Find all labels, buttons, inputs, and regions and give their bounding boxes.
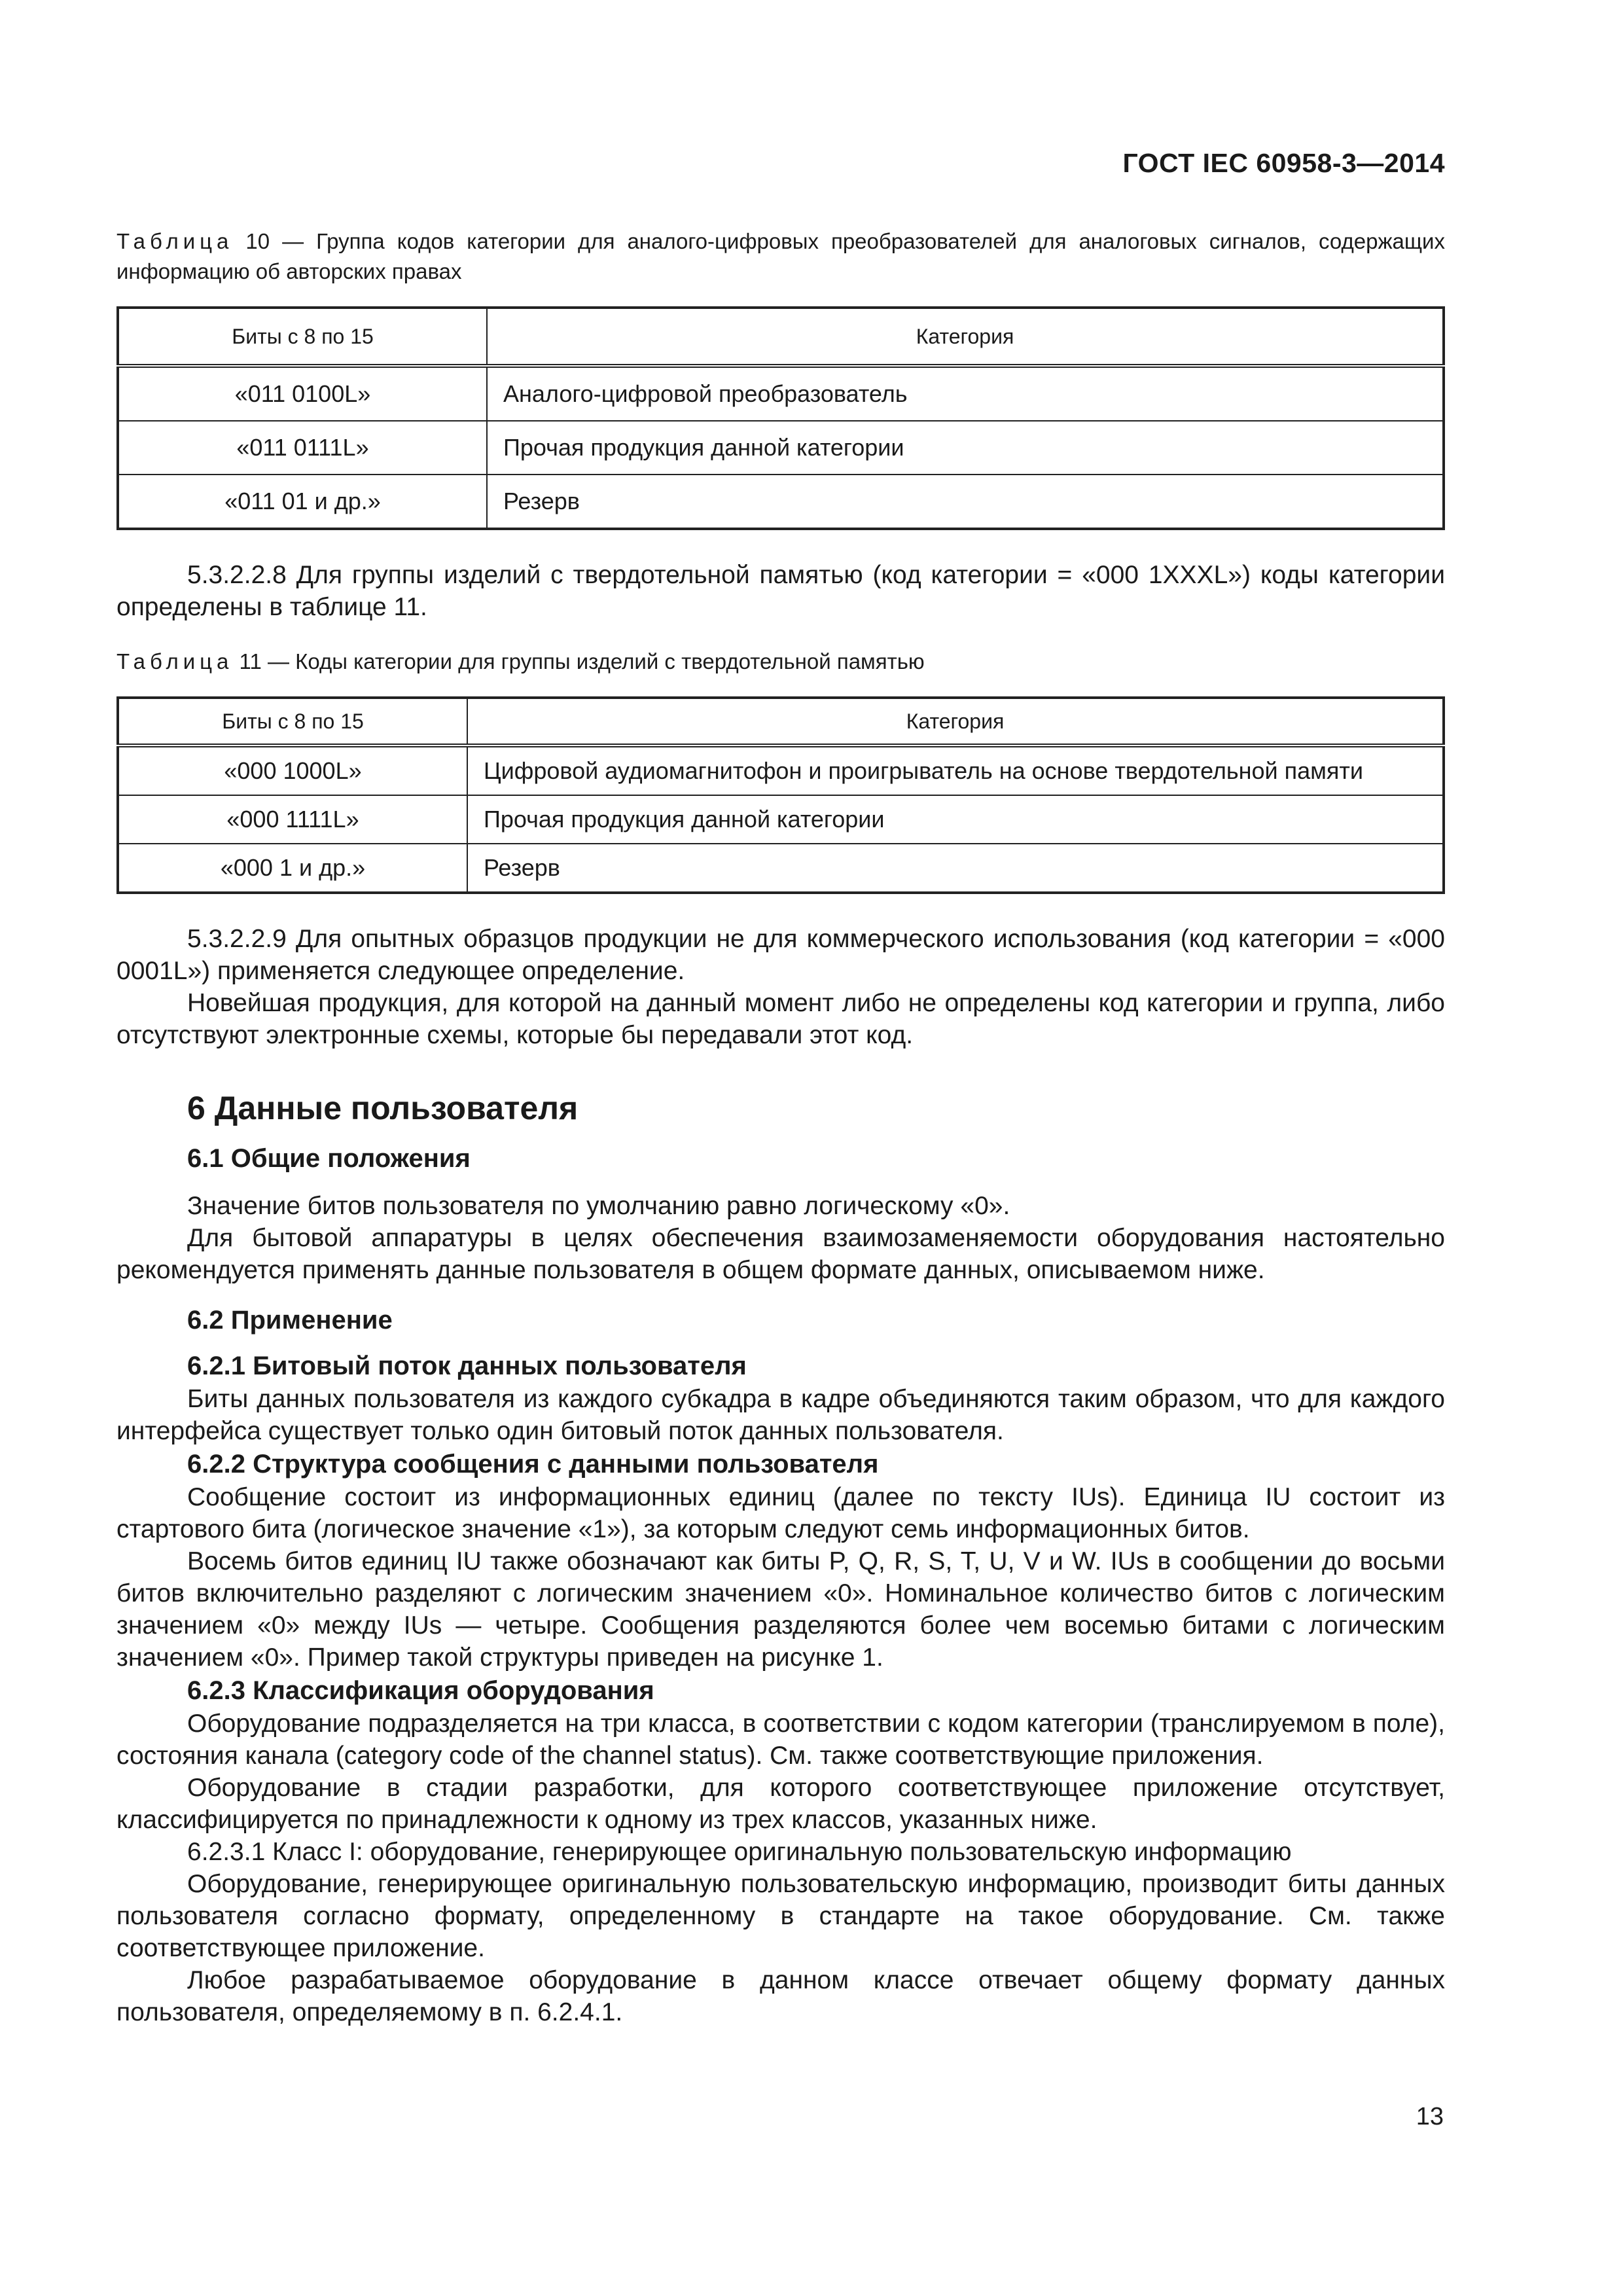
table-row xyxy=(118,421,1444,475)
table-row xyxy=(118,366,1444,421)
section-6-2-title: 6.2 Применение xyxy=(187,1306,393,1335)
paragraph: Оборудование, генерирующее оригинальную пользовательскую информацию, производит биты данных пользователя согласно формату, определенному в стандарте на такое оборудование. См. также соответствующее приложение. xyxy=(116,1870,1445,1962)
table-cell-bits: «011 0111L» xyxy=(118,421,487,475)
section-6-1-title: 6.1 Общие положения xyxy=(187,1144,471,1173)
column-header-category: Категория xyxy=(467,698,1444,745)
table-row xyxy=(118,745,1444,795)
table-cell-bits: «011 01 и др.» xyxy=(118,475,487,529)
paragraph: Биты данных пользователя из каждого субкадра в кадре объединяются таким образом, что для каждого интерфейса существует только один битовый поток данных пользователя. xyxy=(116,1385,1445,1445)
paragraph-5-3-2-2-8: 5.3.2.2.8 Для группы изделий с твердотельной памятью (код категории = «000 1XXXL») коды категории определены в таблице 11. xyxy=(116,561,1445,621)
table-row xyxy=(118,475,1444,529)
paragraph: Оборудование подразделяется на три класса, в соответствии с кодом категории (транслируемом в поле), состояния канала (category code of the channel status). См. также соответствующие приложения. xyxy=(116,1710,1445,1770)
paragraph: Любое разрабатываемое оборудование в данном классе отвечает общему формату данных пользователя, определяемому в п. 6.2.4.1. xyxy=(116,1966,1445,2026)
column-header-bits: Биты с 8 по 15 xyxy=(118,698,467,745)
table-cell-category: Прочая продукция данной категории xyxy=(467,795,1444,844)
table-cell-category: Резерв xyxy=(487,475,1444,529)
table-cell-category: Аналого-цифровой преобразователь xyxy=(487,366,1444,421)
table-row xyxy=(118,795,1444,844)
table-11 xyxy=(116,696,1445,894)
table-header-row xyxy=(118,698,1444,745)
paragraph-5-3-2-2-9: 5.3.2.2.9 Для опытных образцов продукции не для коммерческого использования (код категории = «000 0001L») применяется следующее определение. xyxy=(116,925,1445,985)
paragraph: Восемь битов единиц IU также обозначают как биты P, Q, R, S, T, U, V и W. IUs в сообщении до восьми битов включительно разделяют с логическим значением «0». Номинальное количество битов с логическим значением «0» между IUs — четыре. Сообщения разделяются более чем восемью битами с логическим значением «0». Пример такой структуры приведен на рисунке 1. xyxy=(116,1547,1445,1672)
table-row xyxy=(118,844,1444,893)
standard-designation: ГОСТ IEC 60958-3—2014 xyxy=(1122,148,1445,178)
section-6-title: 6 Данные пользователя xyxy=(187,1090,579,1126)
table-cell-category: Цифровой аудиомагнитофон и проигрыватель на основе твердотельной памяти xyxy=(467,745,1444,795)
table-cell-bits: «000 1 и др.» xyxy=(118,844,467,893)
table-caption-text: 10 — Группа кодов категории для аналого-цифровых преобразователей для аналоговых сигналов, содержащих информацию об авторских правах xyxy=(116,229,1445,283)
table-cell-category: Прочая продукция данной категории xyxy=(487,421,1444,475)
table-caption-prefix: Таблица xyxy=(116,649,234,673)
paragraph: Сообщение состоит из информационных единиц (далее по тексту IUs). Единица IU состоит из стартового бита (логическое значение «1»), за которым следуют семь информационных битов. xyxy=(116,1483,1445,1543)
table-caption-text: 11 — Коды категории для группы изделий с твердотельной памятью xyxy=(233,649,925,673)
table-cell-bits: «000 1000L» xyxy=(118,745,467,795)
column-header-category: Категория xyxy=(487,308,1444,366)
paragraph-newest-products: Новейшая продукция, для которой на данный момент либо не определены код категории и группа, либо отсутствуют электронные схемы, которые бы передавали этот код. xyxy=(116,989,1445,1049)
paragraph: Значение битов пользователя по умолчанию равно логическому «0». xyxy=(187,1192,1010,1220)
paragraph: Оборудование в стадии разработки, для которого соответствующее приложение отсутствует, классифицируется по принадлежности к одному из трех классов, указанных ниже. xyxy=(116,1774,1445,1834)
page-content xyxy=(116,226,1445,2028)
section-6-2-3-1-title: 6.2.3.1 Класс I: оборудование, генерирующее оригинальную пользовательскую информацию xyxy=(187,1838,1292,1866)
section-6-2-3-title: 6.2.3 Классификация оборудования xyxy=(187,1676,654,1705)
table-cell-category: Резерв xyxy=(467,844,1444,893)
table-10-caption xyxy=(116,226,1445,287)
table-caption-prefix: Таблица xyxy=(116,229,234,253)
page-number: 13 xyxy=(1416,2103,1444,2130)
table-cell-bits: «000 1111L» xyxy=(118,795,467,844)
section-6-2-1-title: 6.2.1 Битовый поток данных пользователя xyxy=(187,1352,747,1380)
column-header-bits: Биты с 8 по 15 xyxy=(118,308,487,366)
table-10 xyxy=(116,306,1445,530)
section-6-2-2-title: 6.2.2 Структура сообщения с данными пользователя xyxy=(187,1450,879,1479)
table-header-row xyxy=(118,308,1444,366)
table-cell-bits: «011 0100L» xyxy=(118,366,487,421)
paragraph: Для бытовой аппаратуры в целях обеспечения взаимозаменяемости оборудования настоятельно рекомендуется применять данные пользователя в общем формате данных, описываемом ниже. xyxy=(116,1224,1445,1284)
table-11-caption xyxy=(116,647,1445,677)
